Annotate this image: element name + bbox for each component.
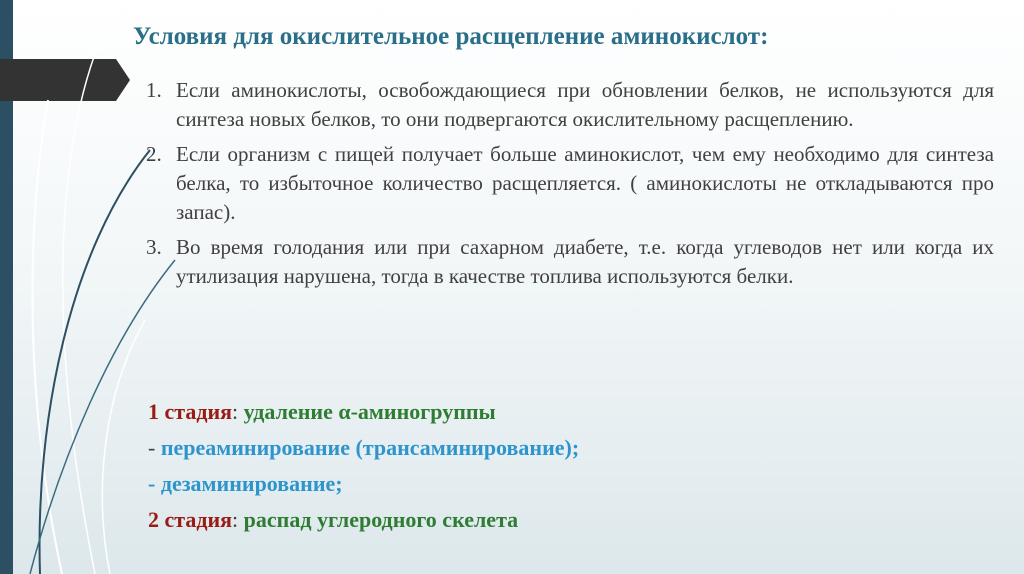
stage-1-colon: : [232,399,244,424]
stages-block [148,394,988,538]
list-text: Если аминокислоты, освобождающиеся при обновлении белков, не используются для синтеза новых белков, то они подвергаются окислительному расщеплению. [176,78,994,131]
list-number: 2. [146,142,162,166]
dash: - [148,435,161,460]
list-text: Во время голодания или при сахарном диабете, т.е. когда углеводов нет или когда их утилизация нарушена, тогда в качестве топлива используются белки. [176,235,994,288]
list-number: 3. [146,235,162,259]
stage-2-line [148,502,988,538]
list-number: 1. [146,78,162,102]
stage-1-line [148,394,988,430]
list-item [146,140,994,227]
stage-2-colon: : [232,507,244,532]
list-item [146,233,994,291]
slide-title: Условия для окислительное расщепление аминокислот: [133,23,769,50]
stage-2-text: распад углеродного скелета [243,507,519,532]
conditions-list [146,76,994,297]
transamination-text: переаминирование (трансаминирование); [160,435,580,460]
slide-marker-arrow [0,59,130,101]
deco-curve-5 [102,320,145,574]
deco-curve-3 [40,150,150,574]
deco-curve-1 [32,100,62,574]
list-text: Если организм с пищей получает больше аминокислот, чем ему необходимо для синтеза белка, то избыточное количество расщепляется. ( аминокислоты не откладываются про запас). [176,142,994,224]
transamination-line [148,430,988,466]
deamination-line [148,466,988,502]
deamination-text: - дезаминирование; [148,471,343,496]
stage-1-text: удаление α-аминогруппы [243,399,496,424]
stage-1-label: 1 стадия [148,399,233,424]
left-accent-bar [0,0,13,574]
deco-curve-2 [63,0,120,574]
list-item [146,76,994,134]
stage-2-label: 2 стадия [148,507,233,532]
